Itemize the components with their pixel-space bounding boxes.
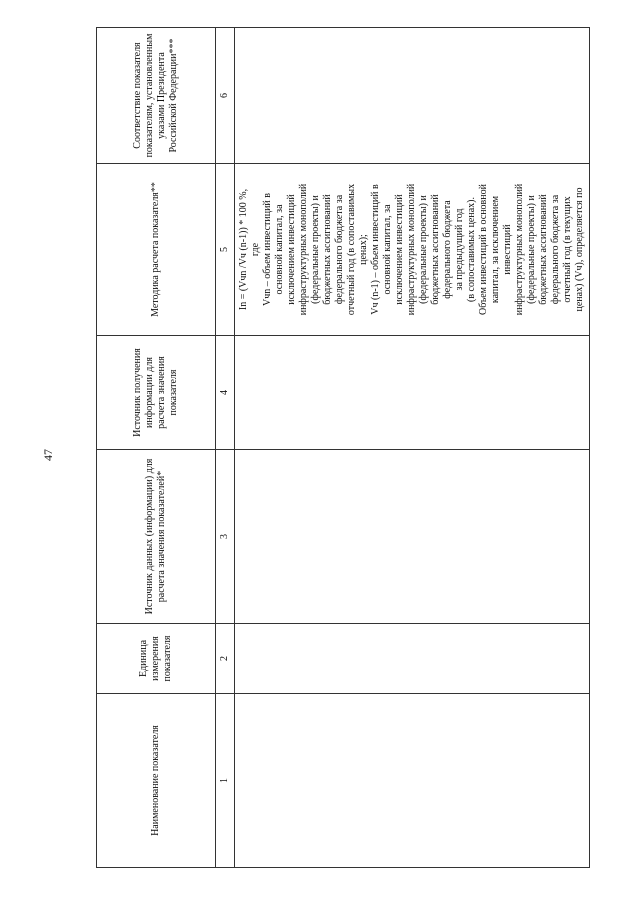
method-cell <box>235 164 590 336</box>
method-line: (федеральные проекты) и <box>310 195 321 304</box>
method-line: инфраструктурных монополий <box>514 183 525 316</box>
method-line: Vч (n-1) – объем инвестиций в <box>370 184 381 315</box>
indicator-name-cell <box>235 694 590 868</box>
indicators-table <box>96 27 590 868</box>
header-indicator-name: Наименование показателя <box>97 694 216 868</box>
method-line: основной капитал, за <box>274 204 285 295</box>
info-source-cell <box>235 336 590 450</box>
column-number: 5 <box>216 164 235 336</box>
column-number: 3 <box>216 450 235 624</box>
method-line: федерального бюджета <box>442 200 453 299</box>
header-data-source: Источник данных (информации) для расчета значения показателей* <box>97 450 216 624</box>
method-line: бюджетных ассигнований <box>430 194 441 305</box>
column-number: 2 <box>216 624 235 694</box>
method-line: In = (Vчn /Vч (n-1)) * 100 %, <box>238 188 249 311</box>
method-line: инфраструктурных монополий <box>298 183 309 316</box>
page-number: 47 <box>41 449 55 461</box>
method-line: бюджетных ассигнований <box>538 194 549 305</box>
method-line: инвестиций <box>502 224 513 275</box>
method-line: ценах) (Vч), определяется по <box>574 187 585 312</box>
method-line: исключением инвестиций <box>286 194 297 305</box>
table-header-row <box>97 28 216 868</box>
method-line: инфраструктурных монополий <box>406 183 417 316</box>
method-line: (федеральные проекты) и <box>418 195 429 304</box>
method-line: основной капитал, за <box>382 204 393 295</box>
method-line: ценах); <box>358 234 369 265</box>
method-line: Vчn – объем инвестиций в <box>262 192 273 307</box>
column-number-row <box>216 28 235 868</box>
column-number: 6 <box>216 28 235 164</box>
method-line: бюджетных ассигнований <box>322 194 333 305</box>
data-source-cell <box>235 450 590 624</box>
header-unit: Единица измерения показателя <box>97 624 216 694</box>
method-line: где <box>250 242 261 257</box>
compliance-cell <box>235 28 590 164</box>
method-line: федерального бюджета за <box>550 194 561 305</box>
method-line: (федеральные проекты) и <box>526 195 537 304</box>
method-line: Объем инвестиций в основной <box>478 184 489 315</box>
method-line: отчетный год (в сопоставимых <box>346 183 357 316</box>
method-line: капитал, за исключением <box>490 195 501 304</box>
column-number: 4 <box>216 336 235 450</box>
method-line: федерального бюджета за <box>334 194 345 305</box>
method-line: за предыдущий год <box>454 208 465 291</box>
rotated-table-frame <box>96 28 585 868</box>
header-info-source: Источник получения информации для расчета значения показателя <box>97 336 216 450</box>
unit-cell <box>235 624 590 694</box>
method-line: отчетный год (в текущих <box>562 196 573 303</box>
method-line: (в сопоставимых ценах). <box>466 197 477 302</box>
header-compliance: Соответствие показателя показателям, установленным указами Президента Российской Федерации*** <box>97 28 216 164</box>
method-line: исключением инвестиций <box>394 194 405 305</box>
column-number: 1 <box>216 694 235 868</box>
table-row <box>235 28 590 868</box>
header-method: Методика расчета показателя** <box>97 164 216 336</box>
